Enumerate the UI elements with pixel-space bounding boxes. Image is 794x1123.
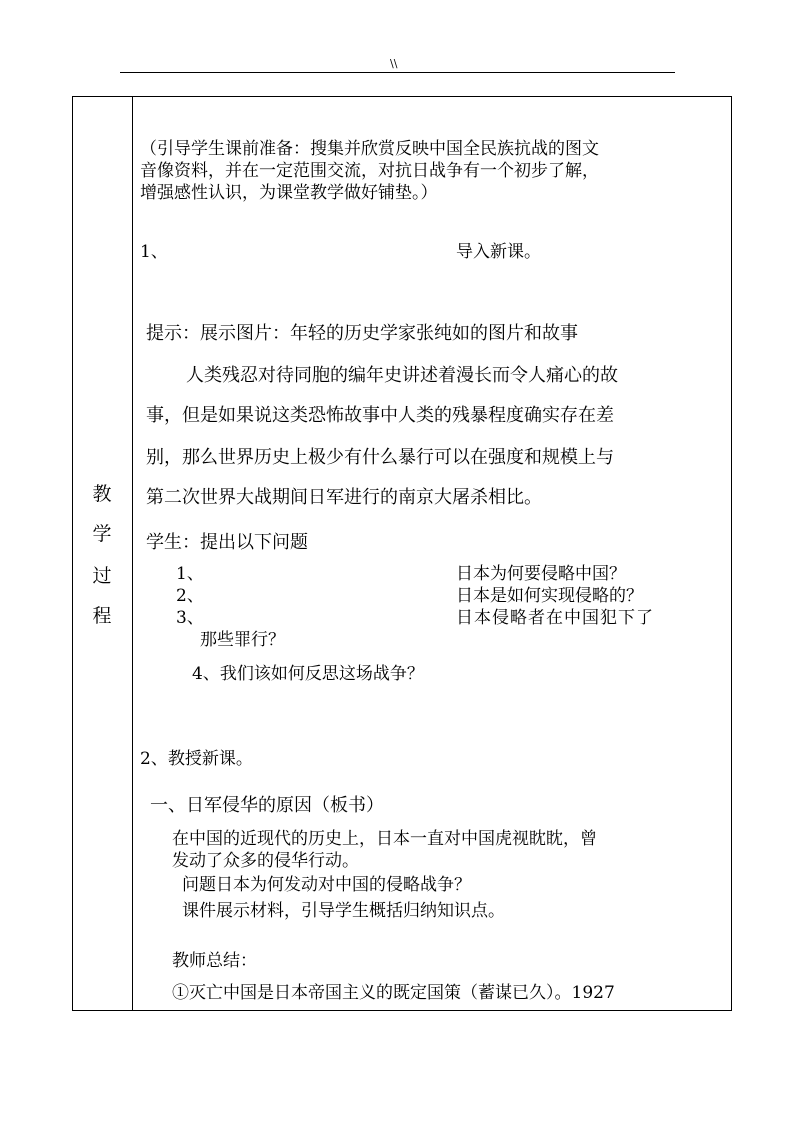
intro-line-2: 音像资料，并在一定范围交流，对抗日战争有一个初步了解， [140, 161, 599, 181]
hint-line: 提示：展示图片：年轻的历史学家张纯如的图片和故事 [146, 323, 578, 344]
question-num-3: 3、 [176, 608, 204, 628]
section1-heading: 一、日军侵华的原因（板书） [150, 795, 384, 816]
para1-line-2: 发动了众多的侵华行动。 [172, 851, 359, 871]
header-rule [120, 72, 675, 73]
question-text-3: 日本侵略者在中国犯下了 [456, 608, 654, 628]
intro-line-3: 增强感性认识，为课堂教学做好铺垫。） [140, 183, 438, 203]
question-3-continuation: 那些罪行？ [200, 630, 285, 650]
header-mark: \\ [390, 57, 398, 70]
question-line: 问题日本为何发动对中国的侵略战争？ [182, 875, 471, 895]
student-prompt: 学生：提出以下问题 [146, 532, 308, 553]
para1-line-1: 在中国的近现代的历史上，日本一直对中国虎视眈眈，曾 [172, 829, 597, 849]
quote-line-1: 人类残忍对待同胞的编年史讲述着漫长而令人痛心的故 [186, 365, 618, 386]
row-label-char-1: 教 [92, 483, 112, 505]
row-label-char-4: 程 [92, 605, 112, 627]
step1-number: 1、 [140, 242, 168, 262]
step1-title: 导入新课。 [456, 242, 541, 262]
teacher-summary-label: 教师总结： [172, 951, 257, 971]
question-num-1: 1、 [176, 564, 204, 584]
step2-title: 2、教授新课。 [140, 749, 253, 769]
courseware-line: 课件展示材料，引导学生概括归纳知识点。 [182, 901, 505, 921]
question-num-2: 2、 [176, 586, 204, 606]
question-4: 4、我们该如何反思这场战争？ [192, 664, 424, 684]
quote-line-2: 事，但是如果说这类恐怖故事中人类的残暴程度确实存在差 [146, 405, 614, 426]
point-1: ①灭亡中国是日本帝国主义的既定国策（蓄谋已久）。1927 [172, 983, 615, 1003]
quote-line-4: 第二次世界大战期间日军进行的南京大屠杀相比。 [146, 487, 542, 508]
row-label-char-2: 学 [92, 523, 112, 545]
row-label-char-3: 过 [92, 565, 112, 587]
column-divider [132, 96, 133, 1011]
question-text-2: 日本是如何实现侵略的？ [456, 586, 643, 606]
intro-line-1: （引导学生课前准备：搜集并欣赏反映中国全民族抗战的图文 [140, 139, 599, 159]
question-text-1: 日本为何要侵略中国？ [456, 564, 626, 584]
quote-line-3: 别，那么世界历史上极少有什么暴行可以在强度和规模上与 [146, 447, 614, 468]
